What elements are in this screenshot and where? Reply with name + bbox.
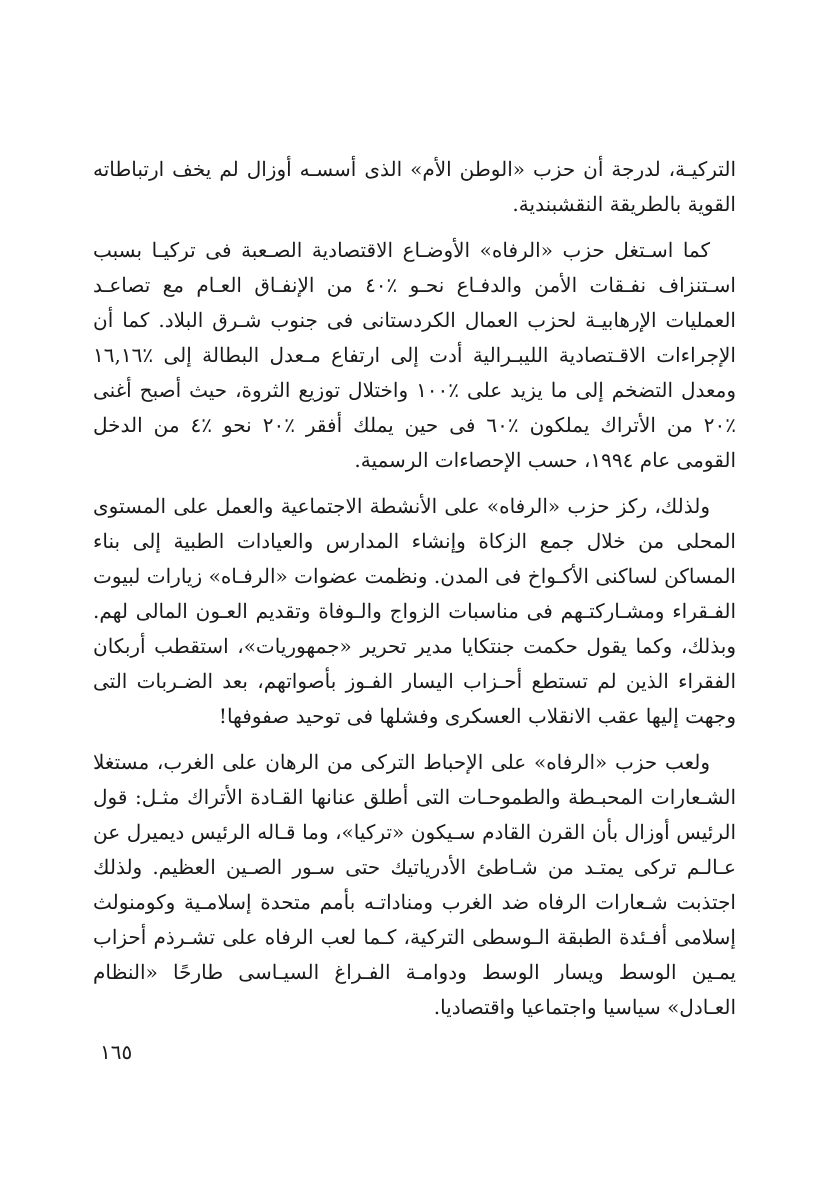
page-number: ١٦٥ bbox=[100, 1040, 133, 1064]
paragraph-social-activities: ولذلك، ركز حزب «الرفاه» على الأنشطة الاجتماعية والعمل على المستوى المحلى من خلال جمع الزكاة وإنشاء المدارس والعيادات الطبية إلى بناء المساكن لساكنى الأكـواخ فى المدن. ونظمت عضوات «الرفـاه» زيارات لبيوت الفـقراء ومشـاركتـهم فى مناسبات الزواج والـوفاة وتقديم العـون المالى لهم. وبذلك، وكما يقول حكمت جنتكايا مدير تحرير «جمهوريات»، استقطب أربكان الفقراء الذين لم تستطع أحـزاب اليسار الفـوز بأصواتهم، بعد الضـربات التى وجهت إليها عقب الانقلاب العسكرى وفشلها فى توحيد صفوفها! bbox=[93, 494, 736, 728]
paragraph-economic-conditions: كما اسـتغل حزب «الرفاه» الأوضـاع الاقتصادية الصـعبة فى تركيـا بسبب اسـتنزاف نفـقات الأمن والدفـاع نحـو ٪٤٠ من الإنفـاق العـام مع تصاعـد العمليات الإرهابيـة لحزب العمال الكردستانى فى جنوب شـرق البلاد. كما أن الإجراءات الاقـتصادية الليبـرالية أدت إلى ارتفاع مـعدل البطالة إلى ٪١٦,١٦ ومعدل التضخم إلى ما يزيد على ٪١٠٠ واختلال توزيع الثروة، حيث أصبح أغنى ٪٢٠ من الأتراك يملكون ٪٦٠ فى حين يملك أفقر ٪٢٠ نحو ٪٤ من الدخل القومى عام ١٩٩٤، حسب الإحصاءات الرسمية. bbox=[93, 238, 737, 472]
body-text bbox=[93, 152, 736, 1025]
paragraph-continuation: التركيـة، لدرجة أن حزب «الوطن الأم» الذى أسسـه أوزال لم يخف ارتباطاته القوية بالطريقة النقشبندية. bbox=[93, 157, 736, 216]
paragraph-western-frustration: ولعب حزب «الرفاه» على الإحباط التركى من الرهان على الغرب، مستغلا الشـعارات المحبـطة والطموحـات التى أطلق عنانها القـادة الأتراك مثـل: قول الرئيس أوزال بأن القرن القادم سـيكون «تركيا»، وما قـاله الرئيس ديميرل عن عـالـم تركى يمتـد من شـاطئ الأدرياتيك حتى سـور الصـين العظيم. ولذلك اجتذبت شـعارات الرفاه ضد الغرب ومناداتـه بأمم متحدة إسلامـية وكومنولث إسلامى أفـئدة الطبقة الـوسطى التركية، كـما لعب الرفاه على تشـرذم أحزاب يمـين الوسط ويسار الوسط ودوامـة الفـراغ السيـاسى طارحًا «النظام العـادل» سياسيا واجتماعيا واقتصاديا. bbox=[93, 750, 736, 1019]
